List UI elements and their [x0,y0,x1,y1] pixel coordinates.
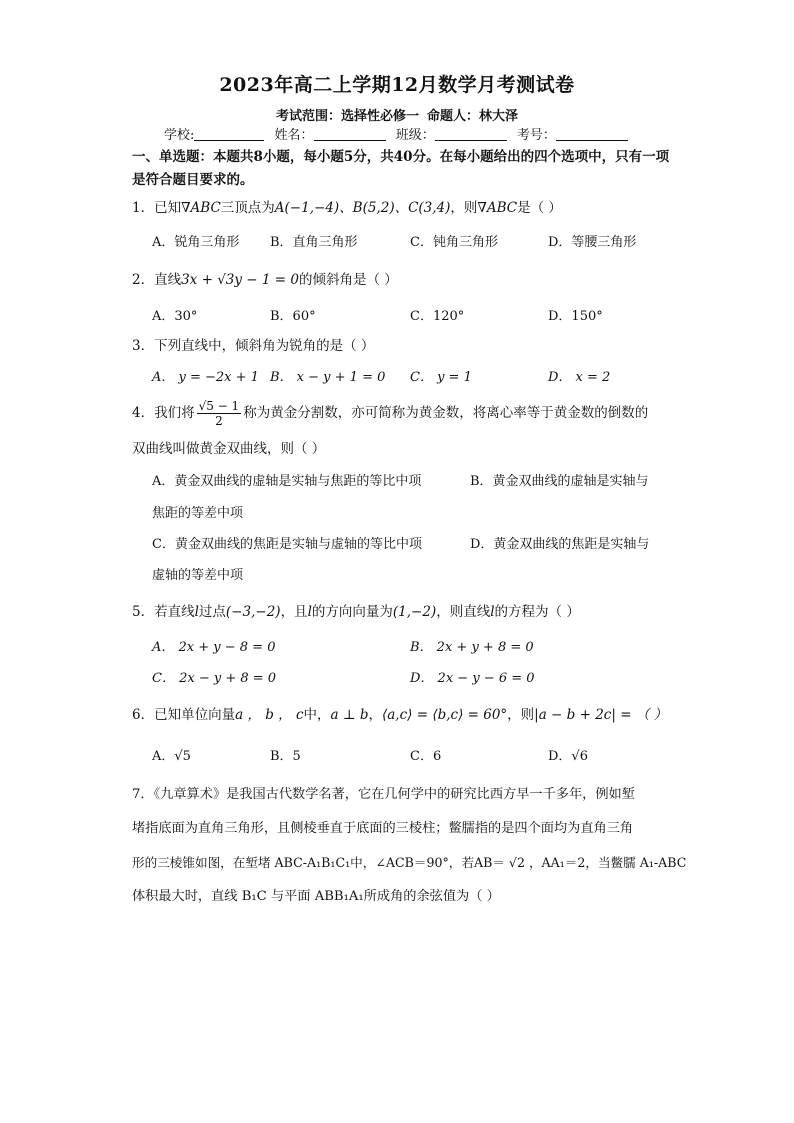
q1-vertices: A(−1,−4)、B(5,2)、C(3,4) [274,200,451,216]
question-number: 3． [132,338,155,354]
question-number: 2． [132,272,155,288]
question-7-line2: 堵指底面为直角三角形，且侧棱垂直于底面的三棱柱；鳖臑指的是四个面均为直角三角 [132,821,634,836]
q3-text: 下列直线中，倾斜角为锐角的是（ ） [154,338,375,354]
q3-option-d[interactable]: D． x = 2 [548,370,611,385]
q2-option-b[interactable]: B．60° [270,309,316,324]
q4-option-c[interactable]: C．黄金双曲线的焦距是实轴与虚轴的等比中项 [152,537,422,552]
question-1-stem [132,193,562,223]
q5-option-a[interactable]: A． 2x + y − 8 = 0 [152,640,276,655]
question-4-stem-line2: 双曲线叫做黄金双曲线，则（ ） [132,441,326,457]
exam-author: 命题人：林大泽 [427,109,519,124]
class-label: 班级： [395,128,435,143]
question-7-line4: 体积最大时，直线 B₁C 与平面 ABB₁A₁所成角的余弦值为（ ） [132,889,500,904]
fraction-denominator: 2 [215,414,223,428]
q6-unit-vectors: a ， b ， c [235,707,304,723]
q5-text-c: ，且 [280,604,308,620]
q1-text-a: 已知 [154,200,182,216]
q4-option-a[interactable]: A．黄金双曲线的虚轴是实轴与焦距的等比中项 [152,474,422,489]
q5-text-a: 若直线 [154,604,195,620]
q7-text-line1: 《九章算术》是我国古代数学名著，它在几何学中的研究比西方早一千多年，例如堑 [153,787,635,802]
question-number: 6． [132,707,155,723]
q6-text-d: ，则 [507,707,535,723]
name-label: 姓名： [274,128,314,143]
q5-point: (−3,−2) [225,604,281,620]
q3-option-b[interactable]: B． x − y + 1 = 0 [270,370,386,385]
q5-line-symbol: l [490,604,495,620]
q2-line-equation: 3x + √3y − 1 = 0 [181,272,299,288]
q1-triangle-symbol: ∇ABC [181,200,221,216]
q2-text-a: 直线 [154,272,182,288]
exam-title: 2023年高二上学期12月数学月考测试卷 [219,74,575,96]
q6-option-d[interactable]: D．√6 [548,749,588,764]
question-4-stem [132,398,648,428]
question-5-stem [132,597,580,627]
section-heading: 一、单选题：本题共8小题，每小题5分，共40分。在每小题给出的四个选项中，只有一项是符合题目要求的。 [132,149,670,188]
q5-option-d[interactable]: D． 2x − y − 6 = 0 [410,671,535,686]
q1-option-d[interactable]: D．等腰三角形 [548,235,637,250]
class-field[interactable] [435,126,507,141]
exam-meta [0,105,794,124]
q5-option-b[interactable]: B． 2x + y + 8 = 0 [410,640,534,655]
exam-scope: 考试范围：选择性必修一 [275,109,419,124]
q5-text-e: ，则直线 [436,604,491,620]
q5-text-f: 的方程为（ ） [494,604,580,620]
q6-option-a[interactable]: A．√5 [152,749,191,764]
q1-triangle-symbol: ∇ABC [477,200,518,216]
q4-option-d-continued: 虚轴的等差中项 [152,568,244,583]
q6-text-a: 已知单位向量 [154,707,236,723]
number-label: 考号： [516,128,556,143]
q1-text-d: 是（ ） [517,200,562,216]
name-field[interactable] [314,126,386,141]
q4-option-b-continued: 焦距的等差中项 [152,506,244,521]
q3-option-c[interactable]: C． y = 1 [410,370,472,385]
q5-line-symbol: l [307,604,312,620]
q6-option-c[interactable]: C．6 [410,749,442,764]
q4-text-a: 我们将 [154,405,195,421]
q2-option-a[interactable]: A．30° [152,309,198,324]
q6-text-c: ， [368,707,382,723]
q2-option-d[interactable]: D．150° [548,309,603,324]
question-number: 1． [132,200,155,216]
q4-option-b[interactable]: B．黄金双曲线的虚轴是实轴与 [470,474,649,489]
question-7-line1 [132,780,635,810]
q1-option-b[interactable]: B．直角三角形 [270,235,358,250]
q3-option-a[interactable]: A． y = −2x + 1 [152,370,259,385]
q2-text-b: 的倾斜角是（ ） [298,272,398,288]
question-number: 7． [132,787,154,802]
q6-perpendicular: a ⊥ b [330,707,369,723]
golden-ratio-fraction [197,399,242,428]
question-number: 5． [132,604,155,620]
q4-option-d[interactable]: D．黄金双曲线的焦距是实轴与 [470,537,650,552]
question-7-line3: 形的三棱锥如图，在堑堵 ABC-A₁B₁C₁中，∠ACB＝90°，若AB＝ √2 ，AA₁＝2，当鳖臑 A₁-ABC [132,855,687,870]
q6-text-b: 中， [303,707,331,723]
student-info-fields [164,124,628,143]
question-3-stem [132,331,374,361]
q6-option-b[interactable]: B．5 [270,749,301,764]
q5-direction-vector: (1,−2) [392,604,437,620]
q5-line-symbol: l [194,604,199,620]
question-2-stem [132,265,398,295]
q1-option-c[interactable]: C．钝角三角形 [410,235,498,250]
q6-norm-expression: |a − b + 2c| = （ ） [534,707,668,723]
question-6-stem [132,700,667,730]
school-field[interactable] [194,126,264,141]
question-number: 4． [132,405,155,421]
q5-option-c[interactable]: C． 2x − y + 8 = 0 [152,671,277,686]
q5-text-b: 过点 [198,604,226,620]
q2-option-c[interactable]: C．120° [410,309,465,324]
q1-option-a[interactable]: A．锐角三角形 [152,235,240,250]
fraction-numerator: √5 − 1 [198,399,240,413]
q4-text-b: 称为黄金分割数，亦可简称为黄金数，将离心率等于黄金数的倒数的 [243,405,649,421]
q6-angle-condition: ⟨a,c⟩ = ⟨b,c⟩ = 60° [381,707,508,723]
school-label: 学校: [164,128,195,143]
q5-text-d: 的方向向量为 [311,604,393,620]
q1-text-b: 三顶点为 [220,200,275,216]
number-field[interactable] [556,126,628,141]
q1-text-c: ，则 [450,200,478,216]
